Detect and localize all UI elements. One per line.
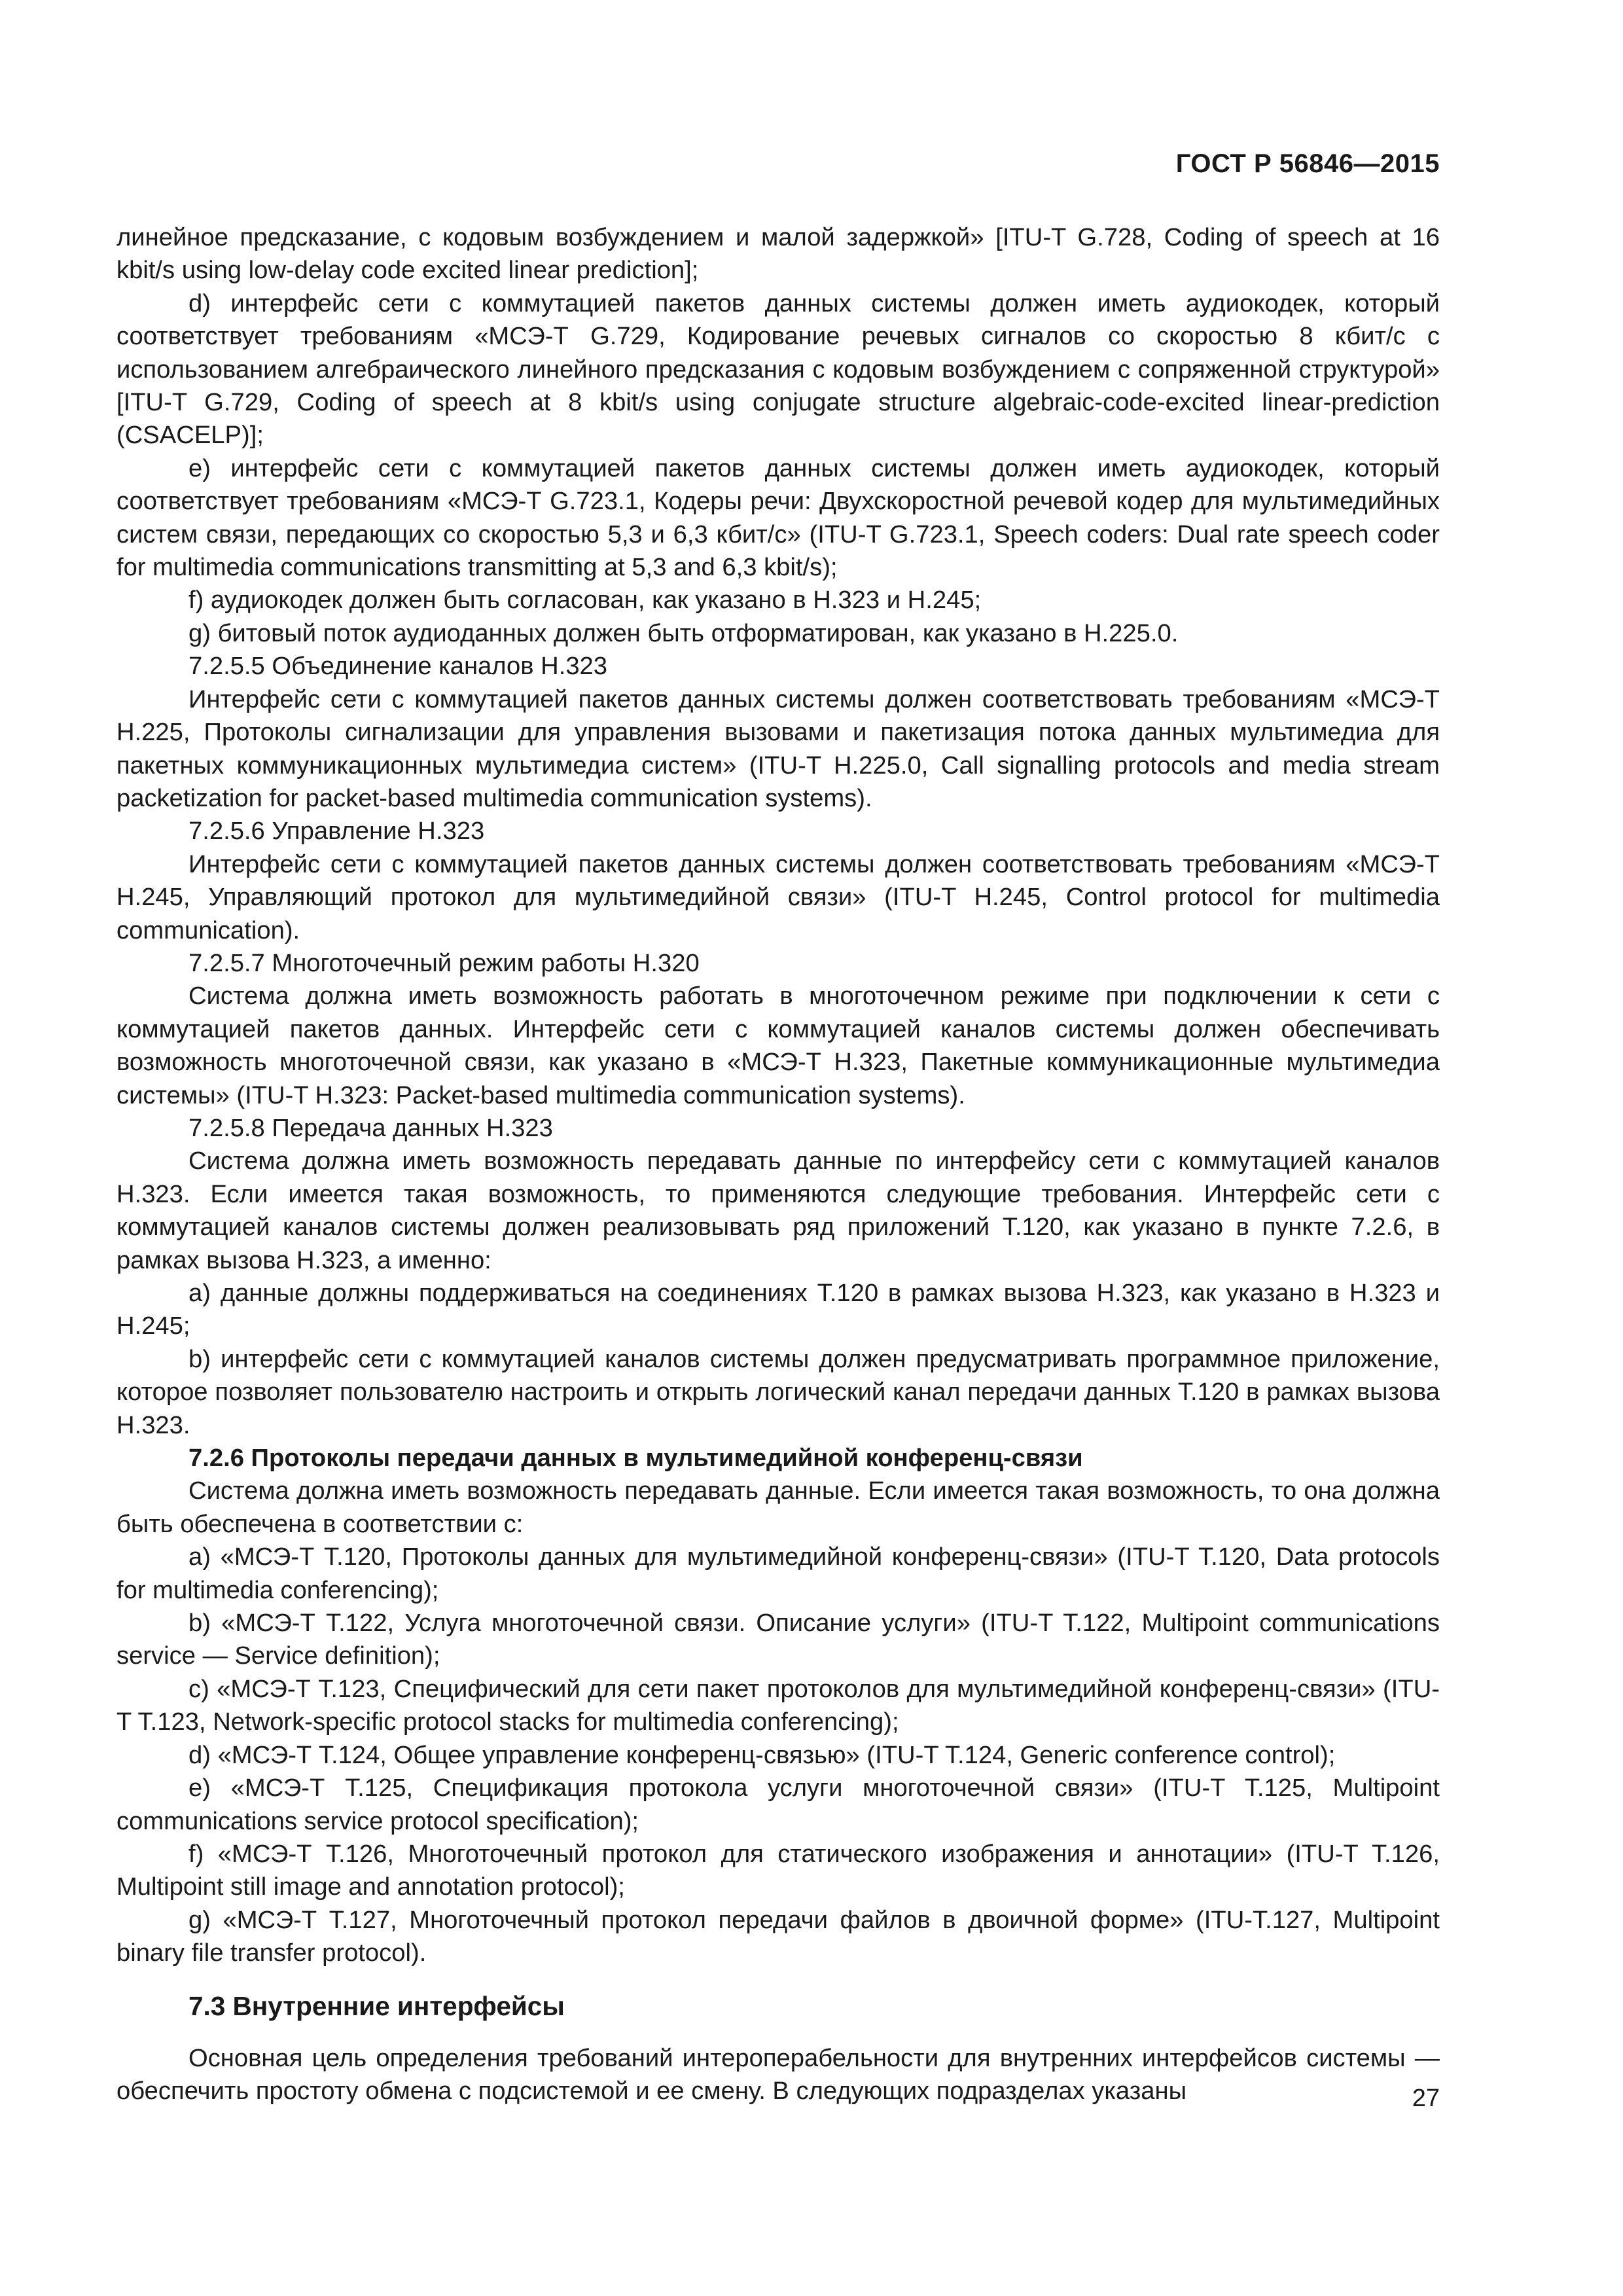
list-item-b-t122: b) «МСЭ-Т T.122, Услуга многоточечной связи. Описание услуги» (ITU-T T.122, Multipoint communications service — Service definition);	[116, 1609, 1440, 1670]
subsection-heading-7256: 7.2.5.6 Управление H.323	[188, 817, 485, 846]
section-heading-726: 7.2.6 Протоколы передачи данных в мультимедийной конференц-связи	[188, 1444, 1083, 1473]
list-item-f: f) аудиокодек должен быть согласован, как указано в H.323 и H.245;	[188, 586, 982, 615]
section-heading-73: 7.3 Внутренние интерфейсы	[188, 1990, 565, 2021]
document-code-header: ГОСТ Р 56846—2015	[1175, 149, 1440, 178]
subsection-heading-7255: 7.2.5.5 Объединение каналов H.323	[188, 652, 608, 681]
list-item-d-t124: d) «МСЭ-Т T.124, Общее управление конференц-связью» (ITU-T T.124, Generic conference control);	[188, 1740, 1336, 1769]
paragraph-726-intro: Система должна иметь возможность передавать данные. Если имеется такая возможность, то она должна быть обеспечена в соответствии с:	[116, 1477, 1440, 1538]
subsection-heading-7257: 7.2.5.7 Многоточечный режим работы H.320	[188, 948, 700, 977]
paragraph-7256: Интерфейс сети с коммутацией пакетов данных системы должен соответствовать требованиям «МСЭ-Т H.245, Управляющий протокол для мультимедийной связи» (ITU-T H.245, Control protocol for multimedia communication).	[116, 850, 1440, 944]
paragraph-7258: Система должна иметь возможность передавать данные по интерфейсу сети с коммутацией каналов H.323. Если имеется такая возможность, то применяются следующие требования. Интерфейс сети с коммутацией каналов системы должен реализовывать ряд приложений T.120, как указано в пункте 7.2.6, в рамках вызова H.323, а именно:	[116, 1147, 1440, 1274]
paragraph-continuation: линейное предсказание, с кодовым возбуждением и малой задержкой» [ITU-T G.728, Coding of speech at 16 kbit/s using low-delay code excited linear prediction];	[116, 223, 1440, 285]
list-item-d-g729: d) интерфейс сети с коммутацией пакетов данных системы должен иметь аудиокодек, который соответствует требованиям «МСЭ-Т G.729, Кодирование речевых сигналов со скоростью 8 кбит/с с использованием алгебраического линейного предсказания с кодовым возбуждением с сопряженной структурой» [ITU-T G.729, Coding of speech at 8 kbit/s using conjugate structure algebraic-code-excited linear-prediction (CSACELP)];	[116, 289, 1440, 450]
list-item-e-g7231: e) интерфейс сети с коммутацией пакетов данных системы должен иметь аудиокодек, который соответствует требованиям «МСЭ-Т G.723.1, Кодеры речи: Двухскоростной речевой кодер для мультимедийных систем связи, передающих со скоростью 5,3 и 6,3 кбит/с» (ITU-T G.723.1, Speech coders: Dual rate speech coder for multimedia communications transmitting at 5,3 and 6,3 kbit/s);	[116, 454, 1440, 582]
subsection-heading-7258: 7.2.5.8 Передача данных H.323	[188, 1113, 553, 1142]
page-number: 27	[1412, 2085, 1440, 2112]
paragraph-73: Основная цель определения требований интероперабельности для внутренних интерфейсов системы — обеспечить простоту обмена с подсистемой и ее смену. В следующих подразделах указаны	[116, 2043, 1440, 2106]
page-body	[116, 221, 1440, 2108]
list-item-a-t120: a) «МСЭ-Т T.120, Протоколы данных для мультимедийной конференц-связи» (ITU-T T.120, Data protocols for multimedia conferencing);	[116, 1543, 1440, 1604]
paragraph-7257: Система должна иметь возможность работать в многоточечном режиме при подключении к сети с коммутацией пакетов данных. Интерфейс сети с коммутацией каналов системы должен обеспечивать возможность многоточечной связи, как указано в «МСЭ-Т H.323, Пакетные коммуникационные мультимедиа системы» (ITU-T H.323: Packet-based multimedia communication systems).	[116, 982, 1440, 1109]
list-item-b-7258: b) интерфейс сети с коммутацией каналов системы должен предусматривать программное приложение, которое позволяет пользователю настроить и открыть логический канал передачи данных T.120 в рамках вызова H.323.	[116, 1344, 1440, 1439]
list-item-f-t126: f) «МСЭ-Т T.126, Многоточечный протокол для статического изображения и аннотации» (ITU-T T.126, Multipoint still image and annotation protocol);	[116, 1839, 1440, 1901]
list-item-c-t123: c) «МСЭ-Т T.123, Специфический для сети пакет протоколов для мультимедийной конференц-связи» (ITU-T T.123, Network-specific protocol stacks for multimedia conferencing);	[116, 1674, 1440, 1736]
paragraph-7255: Интерфейс сети с коммутацией пакетов данных системы должен соответствовать требованиям «МСЭ-Т H.225, Протоколы сигнализации для управления вызовами и пакетизация потока данных мультимедиа для пакетных коммуникационных мультимедиа систем» (ITU-T H.225.0, Call signalling protocols and media stream packetization for packet-based multimedia communication systems).	[116, 685, 1440, 812]
list-item-g-t127: g) «МСЭ-Т T.127, Многоточечный протокол передачи файлов в двоичной форме» (ITU-T.127, Multipoint binary file transfer protocol).	[116, 1905, 1440, 1967]
list-item-a-7258: a) данные должны поддерживаться на соединениях T.120 в рамках вызова H.323, как указано в H.323 и H.245;	[116, 1279, 1440, 1340]
list-item-g: g) битовый поток аудиоданных должен быть отформатирован, как указано в H.225.0.	[188, 619, 1179, 647]
list-item-e-t125: e) «МСЭ-Т T.125, Спецификация протокола услуги многоточечной связи» (ITU-T T.125, Multipoint communications service protocol specification);	[116, 1774, 1440, 1835]
